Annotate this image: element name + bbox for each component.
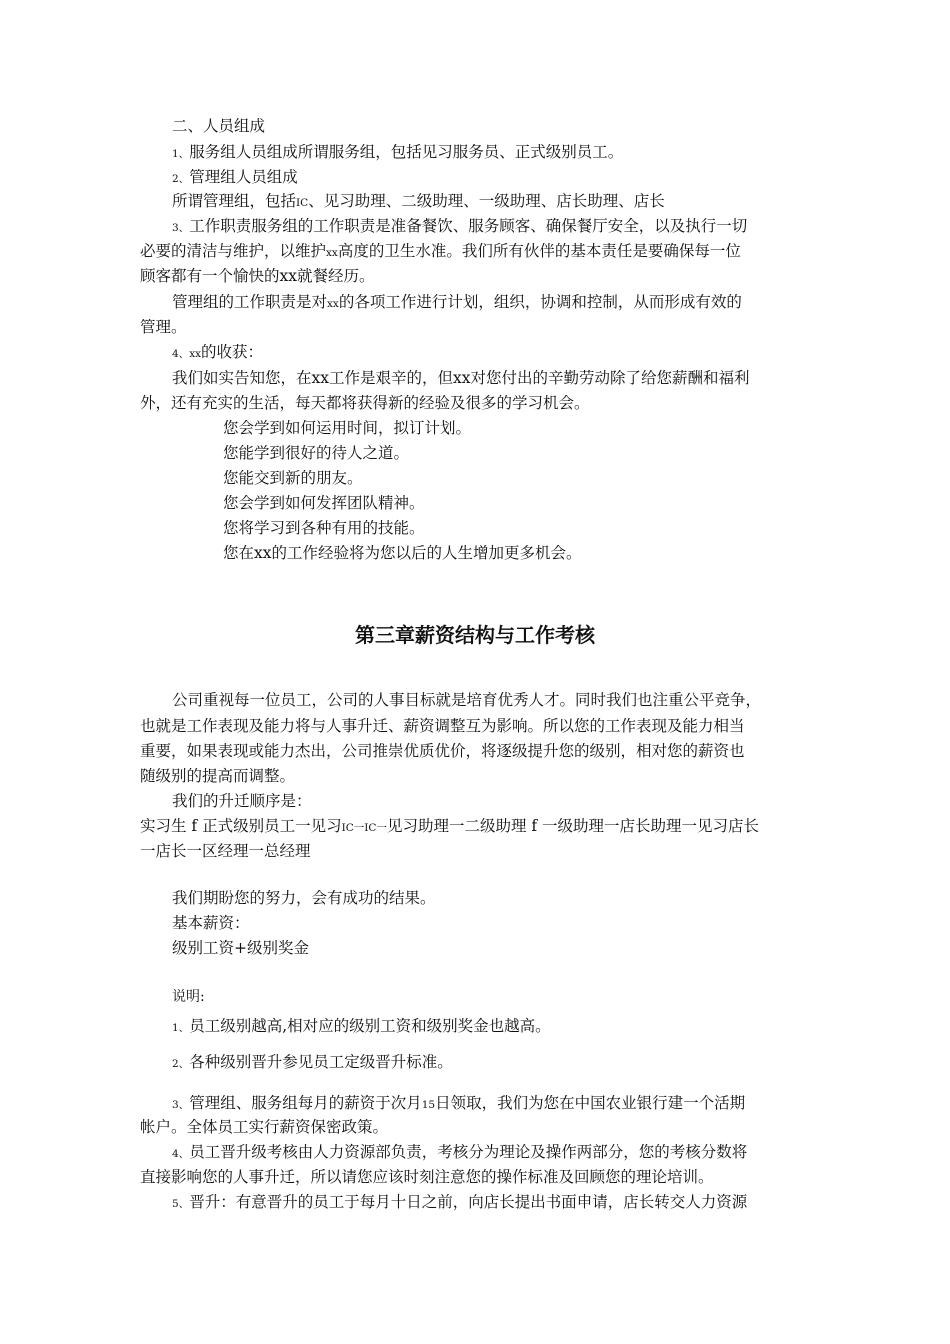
item-1: [172, 140, 623, 166]
intro-line: 也就是工作表现及能力将与人事升迁、薪资调整互为影响。所以您的工作表现及能力相当: [140, 717, 745, 735]
item-4: 4、xx的收获：: [172, 343, 264, 361]
note-1: 1、员工级别越高,相对应的级别工资和级别奖金也越高。: [172, 1017, 551, 1035]
item-number: 4、: [172, 1148, 190, 1160]
harvest-bullet: 您会学到如何发挥团队精神。: [223, 494, 425, 512]
item-number: 1、: [172, 148, 190, 160]
harvest-bullet: 您能学到很好的待人之道。: [223, 444, 410, 462]
management-duty-line-2: 管理。: [140, 318, 187, 336]
section-heading: 二、人员组成: [172, 117, 266, 135]
promotion-heading: 我们的升迁顺序是：: [172, 792, 312, 810]
item-3-line-1: 3、工作职责服务组的工作职责是准备餐饮、服务顾客、确保餐厅安全，以及执行一切: [172, 217, 748, 235]
harvest-bullet: 您会学到如何运用时间，拟订计划。: [223, 419, 472, 437]
note-3-line-1: 3、管理组、服务组每月的薪资于次月15日领取，我们为您在中国农业银行建一个活期: [172, 1094, 746, 1112]
chapter-title: 第三章薪资结构与工作考核: [355, 623, 595, 647]
harvest-line-2: 外，还有充实的生活，每天都将获得新的经验及很多的学习机会。: [140, 394, 590, 412]
harvest-bullet: 您在xx的工作经验将为您以后的人生增加更多机会。: [223, 544, 582, 562]
item-3-line-3: 顾客都有一个愉快的xx就餐经历。: [140, 267, 375, 285]
base-salary-label: 基本薪资：: [172, 914, 250, 932]
item-number: 2、: [172, 173, 190, 185]
item-number: 3、: [172, 222, 190, 234]
item-3-line-2: 必要的清洁与维护，以维护xx高度的卫生水准。我们所有伙伴的基本责任是要确保每一位: [140, 242, 741, 260]
note-4-line-1: 4、员工晋升级考核由人力资源部负责，考核分为理论及操作两部分，您的考核分数将: [172, 1143, 748, 1161]
note-5: 5、晋升：有意晋升的员工于每月十日之前，向店长提出书面申请，店长转交人力资源: [172, 1193, 748, 1211]
item-number: 5、: [172, 1198, 190, 1210]
base-salary-formula: 级别工资+级别奖金: [172, 939, 309, 957]
note-4-line-2: 直接影响您的人事升迁，所以请您应该时刻注意您的操作标准及回顾您的理论培训。: [140, 1168, 714, 1186]
item-number: 4、: [172, 348, 190, 360]
promotion-sequence-line-1: 实习生 f 正式级别员工一见习IC一IC一见习助理一二级助理 f 一级助理一店长助理一见习店长: [140, 817, 760, 835]
item-text: 服务组人员组成所谓服务组，包括见习服务员、正式级别员工。: [189, 143, 624, 161]
item-2: [172, 165, 298, 191]
promotion-sequence-line-2: 一店长一区经理一总经理: [140, 842, 311, 860]
expectation-line: 我们期盼您的努力，会有成功的结果。: [172, 889, 436, 907]
management-duty-line-1: 管理组的工作职责是对xx的各项工作进行计划，组织，协调和控制，从而形成有效的: [172, 293, 742, 311]
harvest-line-1: 我们如实告知您，在xx工作是艰辛的，但xx对您付出的辛勤劳动除了给您薪酬和福利: [172, 369, 750, 387]
intro-line: 公司重视每一位员工，公司的人事目标就是培育优秀人才。同时我们也注重公平竞争，: [172, 691, 762, 709]
harvest-bullet: 您能交到新的朋友。: [223, 469, 363, 487]
item-text: 管理组人员组成: [189, 168, 298, 186]
intro-line: 随级别的提高而调整。: [140, 767, 296, 785]
harvest-bullet: 您将学习到各种有用的技能。: [223, 519, 425, 537]
item-number: 1、: [172, 1022, 190, 1034]
note-3-line-2: 帐户。全体员工实行薪资保密政策。: [140, 1118, 389, 1136]
management-group-line: 所谓管理组，包括IC、见习助理、二级助理、一级助理、店长助理、店长: [172, 192, 665, 210]
notes-label: 说明:: [172, 989, 205, 1005]
item-number: 2、: [172, 1058, 190, 1070]
intro-line: 重要，如果表现或能力杰出，公司推崇优质优价，将逐级提升您的级别，相对您的薪资也: [140, 742, 745, 760]
note-2: 2、各种级别晋升参见员工定级晋升标准。: [172, 1053, 453, 1071]
item-number: 3、: [172, 1099, 190, 1111]
